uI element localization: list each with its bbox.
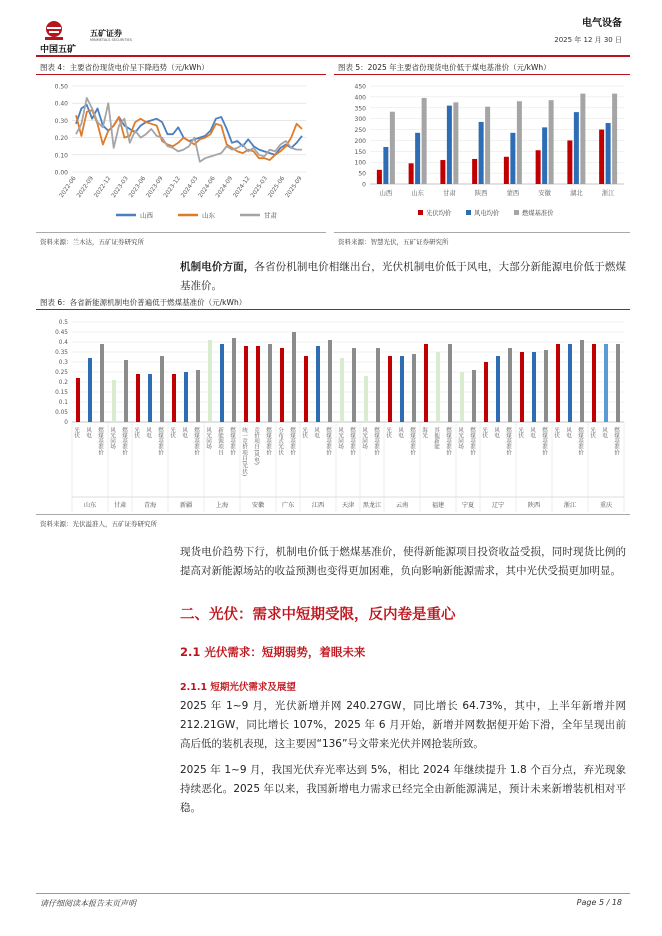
bar-风电均价 [383,147,388,184]
bar-coal [292,332,296,422]
paragraph-mechanism-lead: 机制电价方面， [180,261,255,273]
bar-燃煤基准价 [485,107,490,184]
bar-pv [136,374,140,422]
bar-mix [112,380,116,422]
y-tick-label: 300 [354,116,366,124]
x-tick-label: 2023-12 [163,175,182,199]
legend-label: 燃煤基准价 [522,210,554,217]
y-tick-label: 0.1 [58,400,68,407]
bar-pv [520,352,524,422]
fig6-title-rule [36,309,630,310]
bar-pv [388,356,392,422]
bar-coal [580,340,584,422]
bar-wind [400,356,404,422]
y-tick-label: 0.4 [58,340,68,347]
group-label: 福建 [431,502,445,509]
bar-pv [280,348,284,422]
x-tick-label: 光伏 [385,427,391,439]
bar-wind [532,352,536,422]
section-heading-2: 二、光伏：需求中短期受限，反内卷是重心 [180,607,456,623]
group-label: 陕西 [527,502,541,509]
y-tick-label: 50 [358,170,366,178]
x-tick-label: 燃煤基准价 [577,427,583,455]
fig4-source: 资料来源：兰木达，五矿证券研究所 [40,238,144,246]
bar-风电均价 [574,112,579,184]
y-tick-label: 0.05 [55,410,68,417]
paragraph-spot-trend: 现货电价趋势下行，机制电价低于燃煤基准价，使得新能源项目投资收益受损，同时现货比例的提高对新能源场站的收益预测也变得更加困难，负向影响新能源需求，其中光伏受损更加明显。 [180,546,626,577]
paragraph-mechanism-text: 各省份机制电价相继出台，光伏机制电价低于风电，大部分新能源电价低于燃煤基准价。 [180,261,627,292]
y-tick-label: 150 [354,148,366,156]
legend-label: 甘肃 [264,211,277,220]
group-label: 江西 [311,502,325,509]
y-tick-label: 0.00 [54,169,68,177]
x-tick-label: 燃煤基准价 [349,427,355,455]
bar-coal [472,370,476,422]
x-tick-label: 燃煤基准价 [409,427,415,455]
group-label: 新疆 [179,502,193,509]
x-tick-label: 2022-12 [93,175,113,199]
x-tick-label: 燃煤基准价 [325,427,331,455]
bar-光伏均价 [409,163,414,184]
x-tick-label: 光伏 [517,427,523,439]
bar-光伏均价 [440,160,445,184]
y-tick-label: 200 [354,137,366,145]
fig5-title: 图表 5：2025 年主要省份现货电价低于煤电基准价（元/kWh） [338,63,551,72]
group-label: 辽宁 [491,502,505,509]
x-tick-label: 2024-03 [180,175,200,199]
x-tick-label: 燃煤基准价 [229,427,235,455]
y-tick-label: 350 [354,105,366,113]
x-tick-label: 燃煤基准价 [121,427,127,455]
company-en-name: MINMETALS SECURITIES [90,38,132,42]
legend-label: 风电均价 [474,210,500,217]
bar-燃煤基准价 [612,94,617,184]
footer-disclaimer: 请仔细阅读本报告末页声明 [40,899,136,908]
fig4-bottom-rule [36,232,326,233]
x-tick-label: 风电 [529,427,535,439]
y-tick-label: 0.10 [54,152,68,160]
bar-coal [544,350,548,422]
bar-pv [256,346,260,422]
legend-label: 山西 [140,211,153,220]
bar-coal [508,348,512,422]
bar-mix [460,372,464,422]
group-label: 重庆 [599,502,613,509]
x-tick-label: 2023-03 [110,175,130,199]
bar-wind [148,374,152,422]
group-label: 山东 [83,502,97,509]
bar-风电均价 [479,122,484,184]
group-label: 青海 [143,502,157,509]
x-tick-label: 浙江 [601,190,615,197]
group-label: 云南 [395,502,409,509]
bar-mix [436,352,440,422]
bar-coal [352,348,356,422]
bar-燃煤基准价 [422,98,427,184]
fig6-bottom-rule [36,514,630,515]
bar-wind [88,358,92,422]
x-tick-label: 2022-06 [58,175,78,199]
x-tick-label: 光伏 [589,427,595,439]
y-tick-label: 100 [354,159,366,167]
x-tick-label: 风光同场 [205,427,211,450]
x-tick-label: 风电 [601,427,607,439]
x-tick-label: 2024-12 [232,175,252,199]
x-tick-label: 风电 [85,427,91,439]
x-tick-label: 燃煤基准价 [445,427,451,455]
bar-风电均价 [415,133,420,184]
bar-pv [556,344,560,422]
y-tick-label: 0.50 [54,83,68,91]
x-tick-label: 风电 [493,427,499,439]
bar-光伏均价 [536,150,541,184]
legend-label: 山东 [202,211,215,220]
bar-coal [412,354,416,422]
legend-label: 光伏均价 [426,210,452,217]
x-tick-label: 2024-09 [215,175,235,199]
bar-coal [124,360,128,422]
y-tick-label: 0 [362,181,366,189]
x-tick-label: 光伏 [133,427,139,439]
y-tick-label: 250 [354,127,366,135]
bar-风电均价 [510,133,515,184]
section-heading-2-1-1: 2.1.1 短期光伏需求及展望 [180,682,296,693]
x-tick-label: 光伏 [73,427,79,439]
bar-coal [376,348,380,422]
company-name-cn: 中国五矿 [40,45,77,55]
group-label: 广东 [281,502,295,509]
bar-coal [616,344,620,422]
bar-coal [328,340,332,422]
bar-燃煤基准价 [580,94,585,184]
footer-page-number: Page 5 / 18 [576,898,622,907]
legend-swatch-风电均价 [466,210,471,215]
bar-燃煤基准价 [453,102,458,184]
group-label: 浙江 [563,502,577,509]
bar-光伏均价 [599,130,604,184]
x-tick-label: 光伏 [553,427,559,439]
paragraph-curtailment: 2025 年 1~9 月，我国光伏弃光率达到 5%，相比 2024 年继续提升 1.8 个百分点，弃光现象持续恶化。2025 年以来，我国新增电力需求已经完全由新能源满足，预计未来新增装机相对平稳。 [180,764,626,814]
group-label: 甘肃 [113,502,127,509]
paragraph-mechanism-price [180,258,626,296]
x-tick-label: 风光同场 [337,427,343,450]
bar-wind [184,372,188,422]
fig4-title: 图表 4：主要省份现货电价呈下降趋势（元/kWh） [40,63,209,72]
bar-wind [496,356,500,422]
y-tick-label: 0 [64,420,68,427]
x-tick-label: 风电 [181,427,187,439]
x-tick-label: 海光 [421,427,427,439]
x-tick-label: 2025-09 [284,175,304,199]
fig5-bottom-rule [334,232,630,233]
x-tick-label: 风光同场 [109,427,115,450]
header-rule [36,55,630,57]
bar-coal [232,338,236,422]
x-tick-label: 燃煤基准价 [289,427,295,455]
x-tick-label: 其他新能 [433,427,439,450]
x-tick-label: 燃煤基准价 [373,427,379,455]
x-tick-label: 风光同场 [361,427,367,450]
bar-coal [100,344,104,422]
x-tick-label: 燃煤基准价 [469,427,475,455]
x-tick-label: 新能源项目 [217,427,223,455]
bar-燃煤基准价 [549,100,554,184]
group-label: 黑龙江 [362,502,382,509]
x-tick-label: 安徽 [538,190,551,197]
fig6-bar-chart [36,312,630,514]
x-tick-label: 甘肃 [443,190,456,197]
y-tick-label: 0.3 [58,360,68,367]
x-tick-label: 燃煤基准价 [613,427,619,455]
bar-风电均价 [447,106,452,184]
x-tick-label: 分布式光伏 [277,427,283,455]
section-heading-2-1: 2.1 光伏需求：短期弱势，着眼未来 [180,645,366,659]
fig4-title-rule [36,74,326,75]
legend-swatch-燃煤基准价 [514,210,519,215]
x-tick-label: 燃煤基准价 [157,427,163,455]
y-tick-label: 0.25 [55,370,68,377]
x-tick-label: 山西 [379,190,393,197]
x-tick-label: 2025-06 [267,175,287,199]
x-tick-label: 燃煤基准价 [193,427,199,455]
fig4-line-chart [36,76,328,230]
x-tick-label: 2023-06 [128,175,148,199]
x-tick-label: 风电 [145,427,151,439]
bar-wind [568,344,572,422]
y-tick-label: 0.30 [54,117,68,125]
x-tick-label: 光伏 [301,427,307,439]
bar-wind [316,346,320,422]
x-tick-label: 蒙西 [506,190,520,197]
bar-燃煤基准价 [517,101,522,184]
y-tick-label: 0.45 [55,330,68,337]
bar-wind2 [604,344,608,422]
x-tick-label: 燃煤基准价 [97,427,103,455]
bar-燃煤基准价 [390,112,395,184]
bar-pv [484,362,488,422]
bar-光伏均价 [504,157,509,184]
bar-coal [268,344,272,422]
bar-mix [340,358,344,422]
y-tick-label: 400 [354,94,366,102]
company-sub-name: 五矿证券 [90,29,122,38]
fig6-title: 图表 6：各省新能源机制电价普遍低于燃煤基准价（元/kWh） [40,298,247,307]
bar-风电均价 [542,127,547,184]
x-tick-label: 燃煤基准价 [505,427,511,455]
bar-coal [448,344,452,422]
footer-rule [36,893,630,894]
x-tick-label: 2024-06 [197,175,217,199]
y-tick-label: 0.15 [55,390,68,397]
y-tick-label: 0.5 [58,320,68,327]
report-date: 2025 年 12 月 30 日 [554,36,622,44]
x-tick-label: 光伏 [169,427,175,439]
bar-mix [364,376,368,422]
bar-光伏均价 [472,159,477,184]
x-tick-label: 竞价项目(风电) [253,427,259,465]
y-tick-label: 0.2 [58,380,68,387]
x-tick-label: 风光同场 [457,427,463,450]
bar-pv [592,344,596,422]
x-tick-label: 光伏 [481,427,487,439]
x-tick-label: 2022-09 [76,175,96,199]
group-label: 宁夏 [461,502,475,509]
x-tick-label: 2025-03 [250,175,269,199]
x-tick-label: 陕西 [474,190,488,197]
group-label: 安徽 [251,502,265,509]
fig5-bar-chart [334,76,630,230]
bar-pv [76,378,80,422]
fig5-source: 资料来源：智慧光伏，五矿证券研究所 [338,238,449,246]
y-tick-label: 0.20 [54,135,68,143]
x-tick-label: 2023-09 [145,175,165,199]
bar-光伏均价 [567,140,572,184]
x-tick-label: 湖北 [570,190,583,197]
x-tick-label: 统一竞价项目(光伏) [241,427,247,477]
bar-pv [424,344,428,422]
x-tick-label: 燃煤基准价 [541,427,547,455]
fig5-title-rule [334,74,630,75]
legend-swatch-光伏均价 [418,210,423,215]
x-tick-label: 风电 [397,427,403,439]
bar-wind [220,344,224,422]
x-tick-label: 风电 [313,427,319,439]
bar-pv [172,374,176,422]
y-tick-label: 0.35 [55,350,68,357]
header-meta [554,14,622,45]
y-tick-label: 450 [354,83,366,91]
bar-风电均价 [606,123,611,184]
x-tick-label: 山东 [411,190,424,197]
x-tick-label: 风电 [565,427,571,439]
bar-mix [208,340,212,422]
sector-label: 电气设备 [582,18,622,29]
group-label: 上海 [215,502,229,509]
bar-coal [196,370,200,422]
bar-pv [244,346,248,422]
x-tick-label: 燃煤基准价 [265,427,271,455]
fig6-source: 资料来源：光伏溢准人，五矿证券研究所 [40,520,157,528]
paragraph-new-installations: 2025 年 1~9 月，光伏新增并网 240.27GW，同比增长 64.73%，其中，上半年新增并网 212.21GW，同比增长 107%，2025 年 6 月开始，新增并网数据便开始下滑，全年呈现出前高后低的装机表现，这主要因“136”号文带来光伏并网抢装所致。 [180,700,626,750]
bar-光伏均价 [377,170,382,184]
y-tick-label: 0.40 [54,100,68,108]
bar-pv [304,356,308,422]
bar-coal [160,356,164,422]
group-label: 天津 [341,502,355,509]
